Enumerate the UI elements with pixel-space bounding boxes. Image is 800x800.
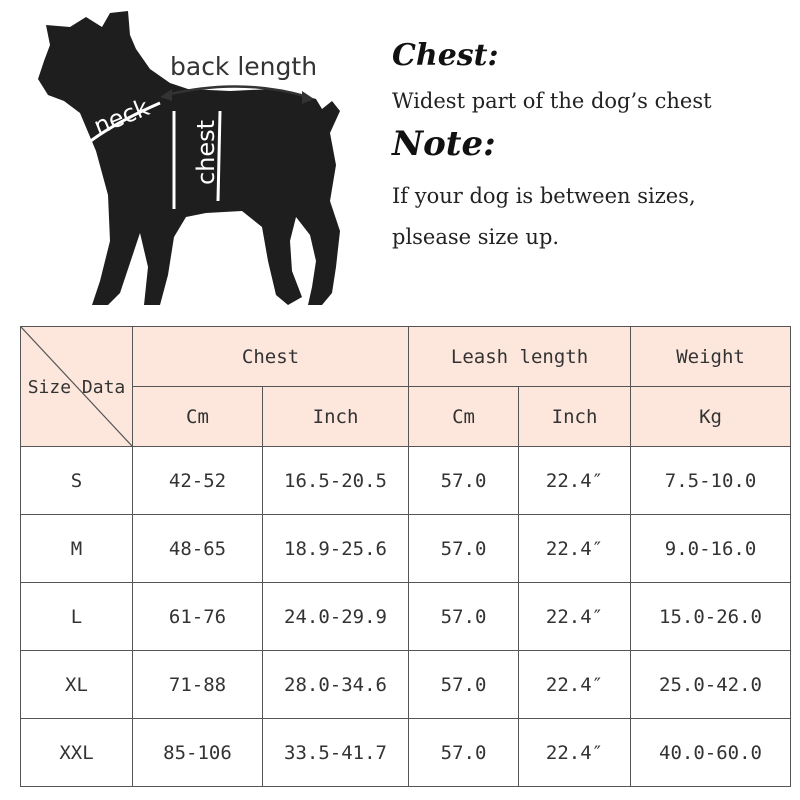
back-length-label: back length <box>170 52 318 81</box>
dog-measurement-diagram <box>10 5 370 320</box>
table-row <box>21 515 791 583</box>
weight-kg-cell: 7.5-10.0 <box>631 447 791 515</box>
unit-chest-cm: Cm <box>133 387 263 447</box>
unit-leash-cm: Cm <box>409 387 519 447</box>
table-unit-row <box>21 387 791 447</box>
weight-kg-cell: 40.0-60.0 <box>631 719 791 787</box>
header-weight: Weight <box>631 327 791 387</box>
chest-inch-cell: 28.0-34.6 <box>263 651 409 719</box>
dog-silhouette <box>10 5 370 320</box>
chest-cm-cell: 85-106 <box>133 719 263 787</box>
chest-cm-cell: 71-88 <box>133 651 263 719</box>
size-cell: S <box>21 447 133 515</box>
weight-kg-cell: 9.0-16.0 <box>631 515 791 583</box>
unit-weight-kg: Kg <box>631 387 791 447</box>
chest-cm-cell: 48-65 <box>133 515 263 583</box>
weight-kg-cell: 15.0-26.0 <box>631 583 791 651</box>
leash-cm-cell: 57.0 <box>409 719 519 787</box>
table-row <box>21 447 791 515</box>
chest-heading: Chest: <box>392 38 499 73</box>
size-cell: L <box>21 583 133 651</box>
leash-inch-cell: 22.4″ <box>519 515 631 583</box>
note-line-2: plsease size up. <box>392 225 560 249</box>
chest-inch-cell: 16.5-20.5 <box>263 447 409 515</box>
leash-inch-cell: 22.4″ <box>519 583 631 651</box>
header-chest: Chest <box>133 327 409 387</box>
size-rows <box>21 447 791 787</box>
unit-leash-inch: Inch <box>519 387 631 447</box>
chest-description: Widest part of the dog’s chest <box>392 89 712 113</box>
note-line-1: If your dog is between sizes, <box>392 184 696 208</box>
leash-inch-cell: 22.4″ <box>519 651 631 719</box>
leash-inch-cell: 22.4″ <box>519 447 631 515</box>
leash-inch-cell: 22.4″ <box>519 719 631 787</box>
chest-cm-cell: 61-76 <box>133 583 263 651</box>
table-header-row <box>21 327 791 387</box>
leash-cm-cell: 57.0 <box>409 651 519 719</box>
leash-cm-cell: 57.0 <box>409 583 519 651</box>
chest-inch-cell: 33.5-41.7 <box>263 719 409 787</box>
header-leash-length: Leash length <box>409 327 631 387</box>
size-cell: XL <box>21 651 133 719</box>
size-cell: M <box>21 515 133 583</box>
corner-label: Size Data <box>27 376 126 398</box>
chest-inch-cell: 18.9-25.6 <box>263 515 409 583</box>
weight-kg-cell: 25.0-42.0 <box>631 651 791 719</box>
table-row <box>21 719 791 787</box>
chest-inch-cell: 24.0-29.9 <box>263 583 409 651</box>
leash-cm-cell: 57.0 <box>409 515 519 583</box>
corner-header-cell <box>21 327 133 447</box>
note-heading: Note: <box>392 124 496 164</box>
size-cell: XXL <box>21 719 133 787</box>
table-row <box>21 583 791 651</box>
size-chart-table <box>20 326 791 787</box>
chest-label: chest <box>192 119 220 185</box>
sizing-notes <box>392 36 792 258</box>
leash-cm-cell: 57.0 <box>409 447 519 515</box>
neck-label: neck <box>89 93 154 141</box>
table-row <box>21 651 791 719</box>
chest-cm-cell: 42-52 <box>133 447 263 515</box>
unit-chest-inch: Inch <box>263 387 409 447</box>
